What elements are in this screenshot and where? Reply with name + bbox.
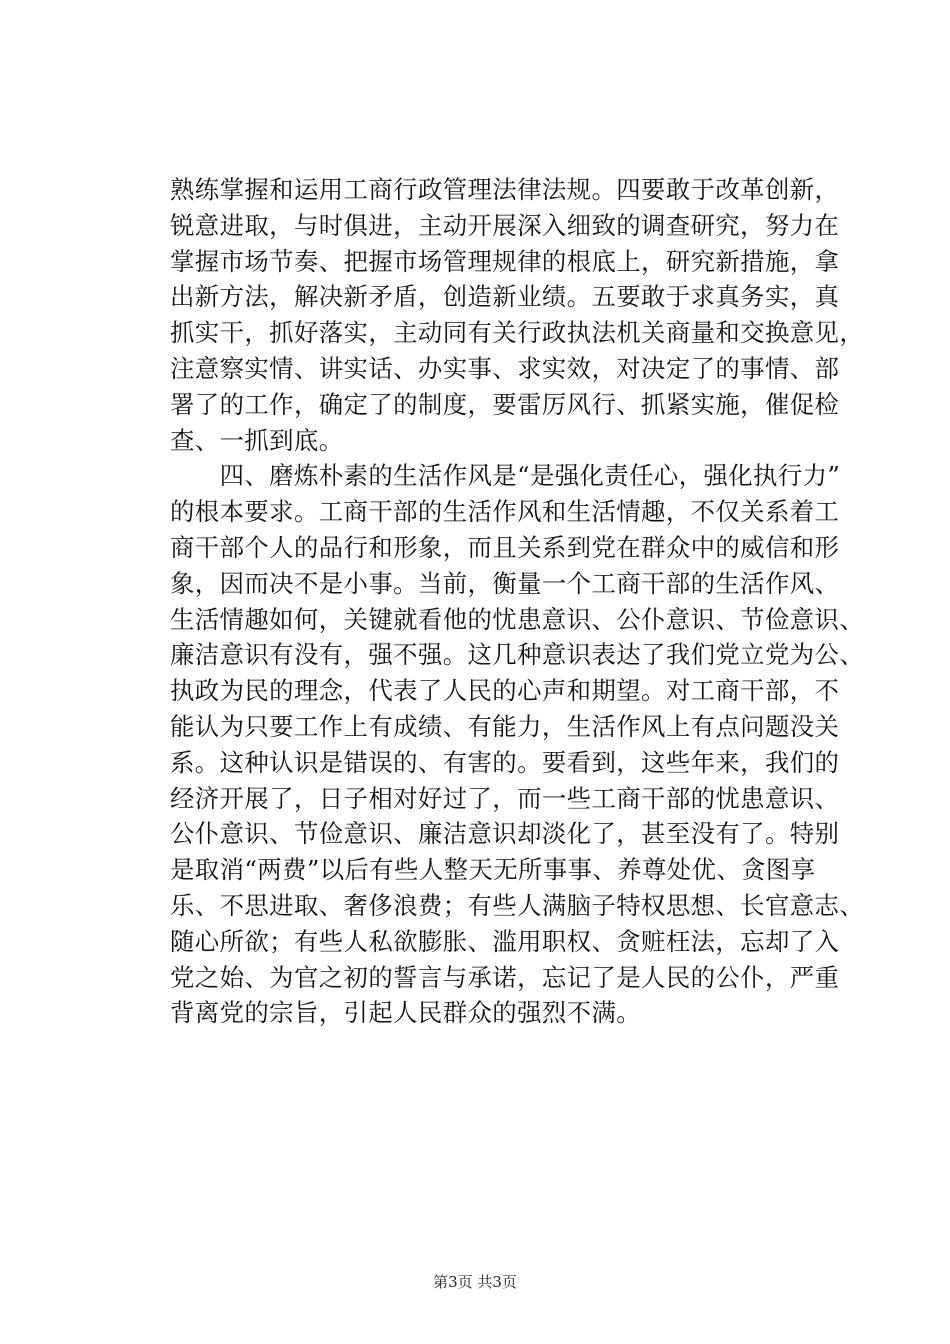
text-line: 能认为只要工作上有成绩、有能力，生活作风上有点问题没关 <box>170 711 840 741</box>
text-line: 熟练掌握和运用工商行政管理法律法规。四要敢于改革创新， <box>170 175 840 204</box>
text-line: 是取消“两费”以后有些人整天无所事事、养尊处优、贪图享 <box>170 855 816 885</box>
text-line: 署了的工作，确定了的制度，要雷厉风行、抓紧实施，催促检 <box>170 389 840 419</box>
text-line: 掌握市场节奏、把握市场管理规律的根底上，研究新措施，拿 <box>170 246 840 276</box>
text-line: 系。这种认识是错误的、有害的。要看到，这些年来，我们的 <box>170 747 840 777</box>
text-line: 商干部个人的品行和形象，而且关系到党在群众中的威信和形 <box>170 532 840 562</box>
text-line: 廉洁意识有没有，强不强。这几种意识表达了我们党立党为公、 <box>170 640 865 670</box>
body-text <box>170 172 865 1031</box>
text-line: 公仆意识、节俭意识、廉洁意识却淡化了，甚至没有了。特别 <box>170 819 840 849</box>
page-number-footer: 第3页 共3页 <box>433 1273 517 1291</box>
text-line: 党之始、为官之初的誓言与承诺，忘记了是人民的公仆，严重 <box>170 962 840 992</box>
text-line: 象，因而决不是小事。当前，衡量一个工商干部的生活作风、 <box>170 568 840 598</box>
text-line: 经济开展了，日子相对好过了，而一些工商干部的忧患意识、 <box>170 783 840 813</box>
text-line: 随心所欲；有些人私欲膨胀、滥用职权、贪赃枉法，忘却了入 <box>170 926 840 956</box>
text-line: 四、磨炼朴素的生活作风是“是强化责任心，强化执行力” <box>170 461 841 491</box>
text-line: 的根本要求。工商干部的生活作风和生活情趣，不仅关系着工 <box>170 497 840 527</box>
text-line: 生活情趣如何，关键就看他的忧患意识、公仆意识、节俭意识、 <box>170 604 865 634</box>
text-line: 锐意进取，与时俱进，主动开展深入细致的调查研究，努力在 <box>170 210 840 240</box>
text-line: 乐、不思进取、奢侈浪费；有些人满脑子特权思想、长官意志、 <box>170 890 865 920</box>
text-line: 注意察实情、讲实话、办实事、求实效，对决定了的事情、部 <box>170 353 840 383</box>
text-line: 出新方法，解决新矛盾，创造新业绩。五要敢于求真务实，真 <box>170 282 840 312</box>
text-line: 执政为民的理念，代表了人民的心声和期望。对工商干部，不 <box>170 676 840 706</box>
text-line: 抓实干，抓好落实，主动同有关行政执法机关商量和交换意见， <box>170 318 865 348</box>
text-line: 查、一抓到底。 <box>170 425 344 455</box>
text-line: 背离党的宗旨，引起人民群众的强烈不满。 <box>170 998 642 1028</box>
